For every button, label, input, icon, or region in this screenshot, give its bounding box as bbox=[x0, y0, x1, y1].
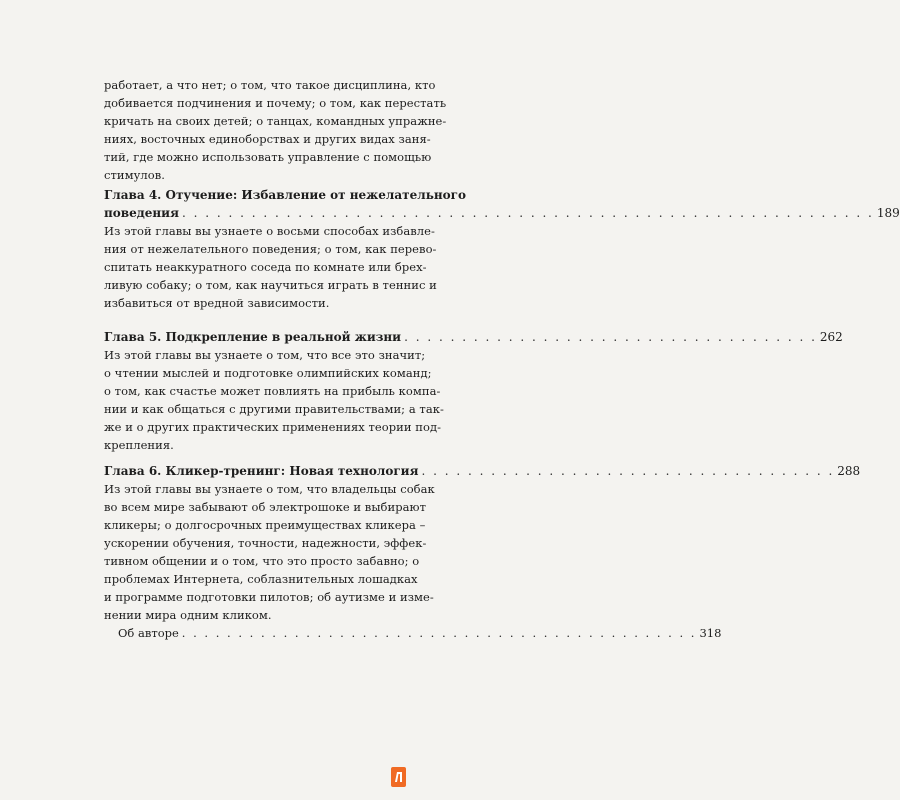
about-author-page: 318 bbox=[699, 626, 722, 640]
chapter-4-desc-line: Из этой главы вы узнаете о восьми способах избавле- bbox=[104, 224, 435, 238]
chapter-6-page: 288 bbox=[837, 464, 861, 478]
publisher-logo-glyph bbox=[391, 767, 406, 787]
chapter-6-title: Глава 6. Кликер-тренинг: Новая технология bbox=[104, 464, 419, 478]
chapter-6-entry bbox=[104, 462, 861, 624]
chapter-4-desc-line: избавиться от вредной зависимости. bbox=[104, 296, 330, 310]
chapter-4-desc-line: спитать неаккуратного соседа по комнате или брех- bbox=[104, 260, 427, 274]
chapter-5-desc-line: о том, как счастье может повлиять на прибыль компа- bbox=[104, 384, 441, 398]
dot-leader: . . . . . . . . . . . . . . . . . . . . . . . . . . . . . . . . . . . . . . . . . . . . . . bbox=[181, 626, 697, 640]
chapter-5-desc-line: Из этой главы вы узнаете о том, что все это значит; bbox=[104, 348, 426, 362]
intro-line: стимулов. bbox=[104, 168, 165, 182]
chapter-6-title-row bbox=[104, 462, 861, 480]
about-author-entry bbox=[118, 624, 722, 642]
chapter-6-desc-line: тивном общении и о том, что это просто забавно; о bbox=[104, 554, 420, 568]
chapter-5-desc-line: нии и как общаться с другими правительствами; а так- bbox=[104, 402, 444, 416]
chapter-5-desc-line: же и о других практических применениях теории под- bbox=[104, 420, 442, 434]
chapter-4-desc-line: ния от нежелательного поведения; о том, как перево- bbox=[104, 242, 437, 256]
chapter-4-title-line2: поведения bbox=[104, 206, 179, 220]
chapter-6-desc-line: кликеры; о долгосрочных преимуществах кликера – bbox=[104, 518, 426, 532]
chapter-6-desc-line: и программе подготовки пилотов; об аутизме и изме- bbox=[104, 590, 434, 604]
chapter-4-entry bbox=[104, 186, 900, 312]
dot-leader: . . . . . . . . . . . . . . . . . . . . . . . . . . . . . . . . . . . . . . . . . . . . . . . . . . . . . . . . . . . . bbox=[181, 206, 874, 220]
chapter-5-desc-line: о чтении мыслей и подготовке олимпийских команд; bbox=[104, 366, 432, 380]
chapter-4-desc-line: ливую собаку; о том, как научиться играть в теннис и bbox=[104, 278, 437, 292]
chapter-6-desc-line: ускорении обучения, точности, надежности, эффек- bbox=[104, 536, 427, 550]
intro-line: тий, где можно использовать управление с помощью bbox=[104, 150, 432, 164]
chapter-4-title-line1: Глава 4. Отучение: Избавление от нежелательного bbox=[104, 188, 466, 202]
chapter-6-desc-line: нении мира одним кликом. bbox=[104, 608, 272, 622]
intro-line: работает, а что нет; о том, что такое дисциплина, кто bbox=[104, 78, 436, 92]
chapter-4-title-row bbox=[104, 204, 900, 222]
chapter-4-page: 189 bbox=[876, 206, 900, 220]
chapter-6-desc-line: Из этой главы вы узнаете о том, что владельцы собак bbox=[104, 482, 435, 496]
chapter-5-title-row bbox=[104, 328, 843, 346]
about-author-label: Об авторе bbox=[118, 626, 179, 640]
intro-line: кричать на своих детей; о танцах, командных упражне- bbox=[104, 114, 447, 128]
dot-leader: . . . . . . . . . . . . . . . . . . . . . . . . . . . . . . . . . . . . bbox=[421, 464, 835, 478]
publisher-logo-icon bbox=[391, 767, 406, 787]
chapter-5-entry bbox=[104, 328, 843, 454]
chapter-6-desc-line: во всем мире забывают об электрошоке и выбирают bbox=[104, 500, 427, 514]
chapter-5-desc-line: крепления. bbox=[104, 438, 174, 452]
chapter-6-desc-line: проблемах Интернета, соблазнительных лошадках bbox=[104, 572, 418, 586]
intro-paragraph bbox=[104, 76, 468, 184]
intro-line: добивается подчинения и почему; о том, как перестать bbox=[104, 96, 447, 110]
intro-line: ниях, восточных единоборствах и других видах заня- bbox=[104, 132, 431, 146]
chapter-5-page: 262 bbox=[819, 330, 843, 344]
dot-leader: . . . . . . . . . . . . . . . . . . . . . . . . . . . . . . . . . . . . bbox=[404, 330, 817, 344]
chapter-5-title: Глава 5. Подкрепление в реальной жизни bbox=[104, 330, 402, 344]
